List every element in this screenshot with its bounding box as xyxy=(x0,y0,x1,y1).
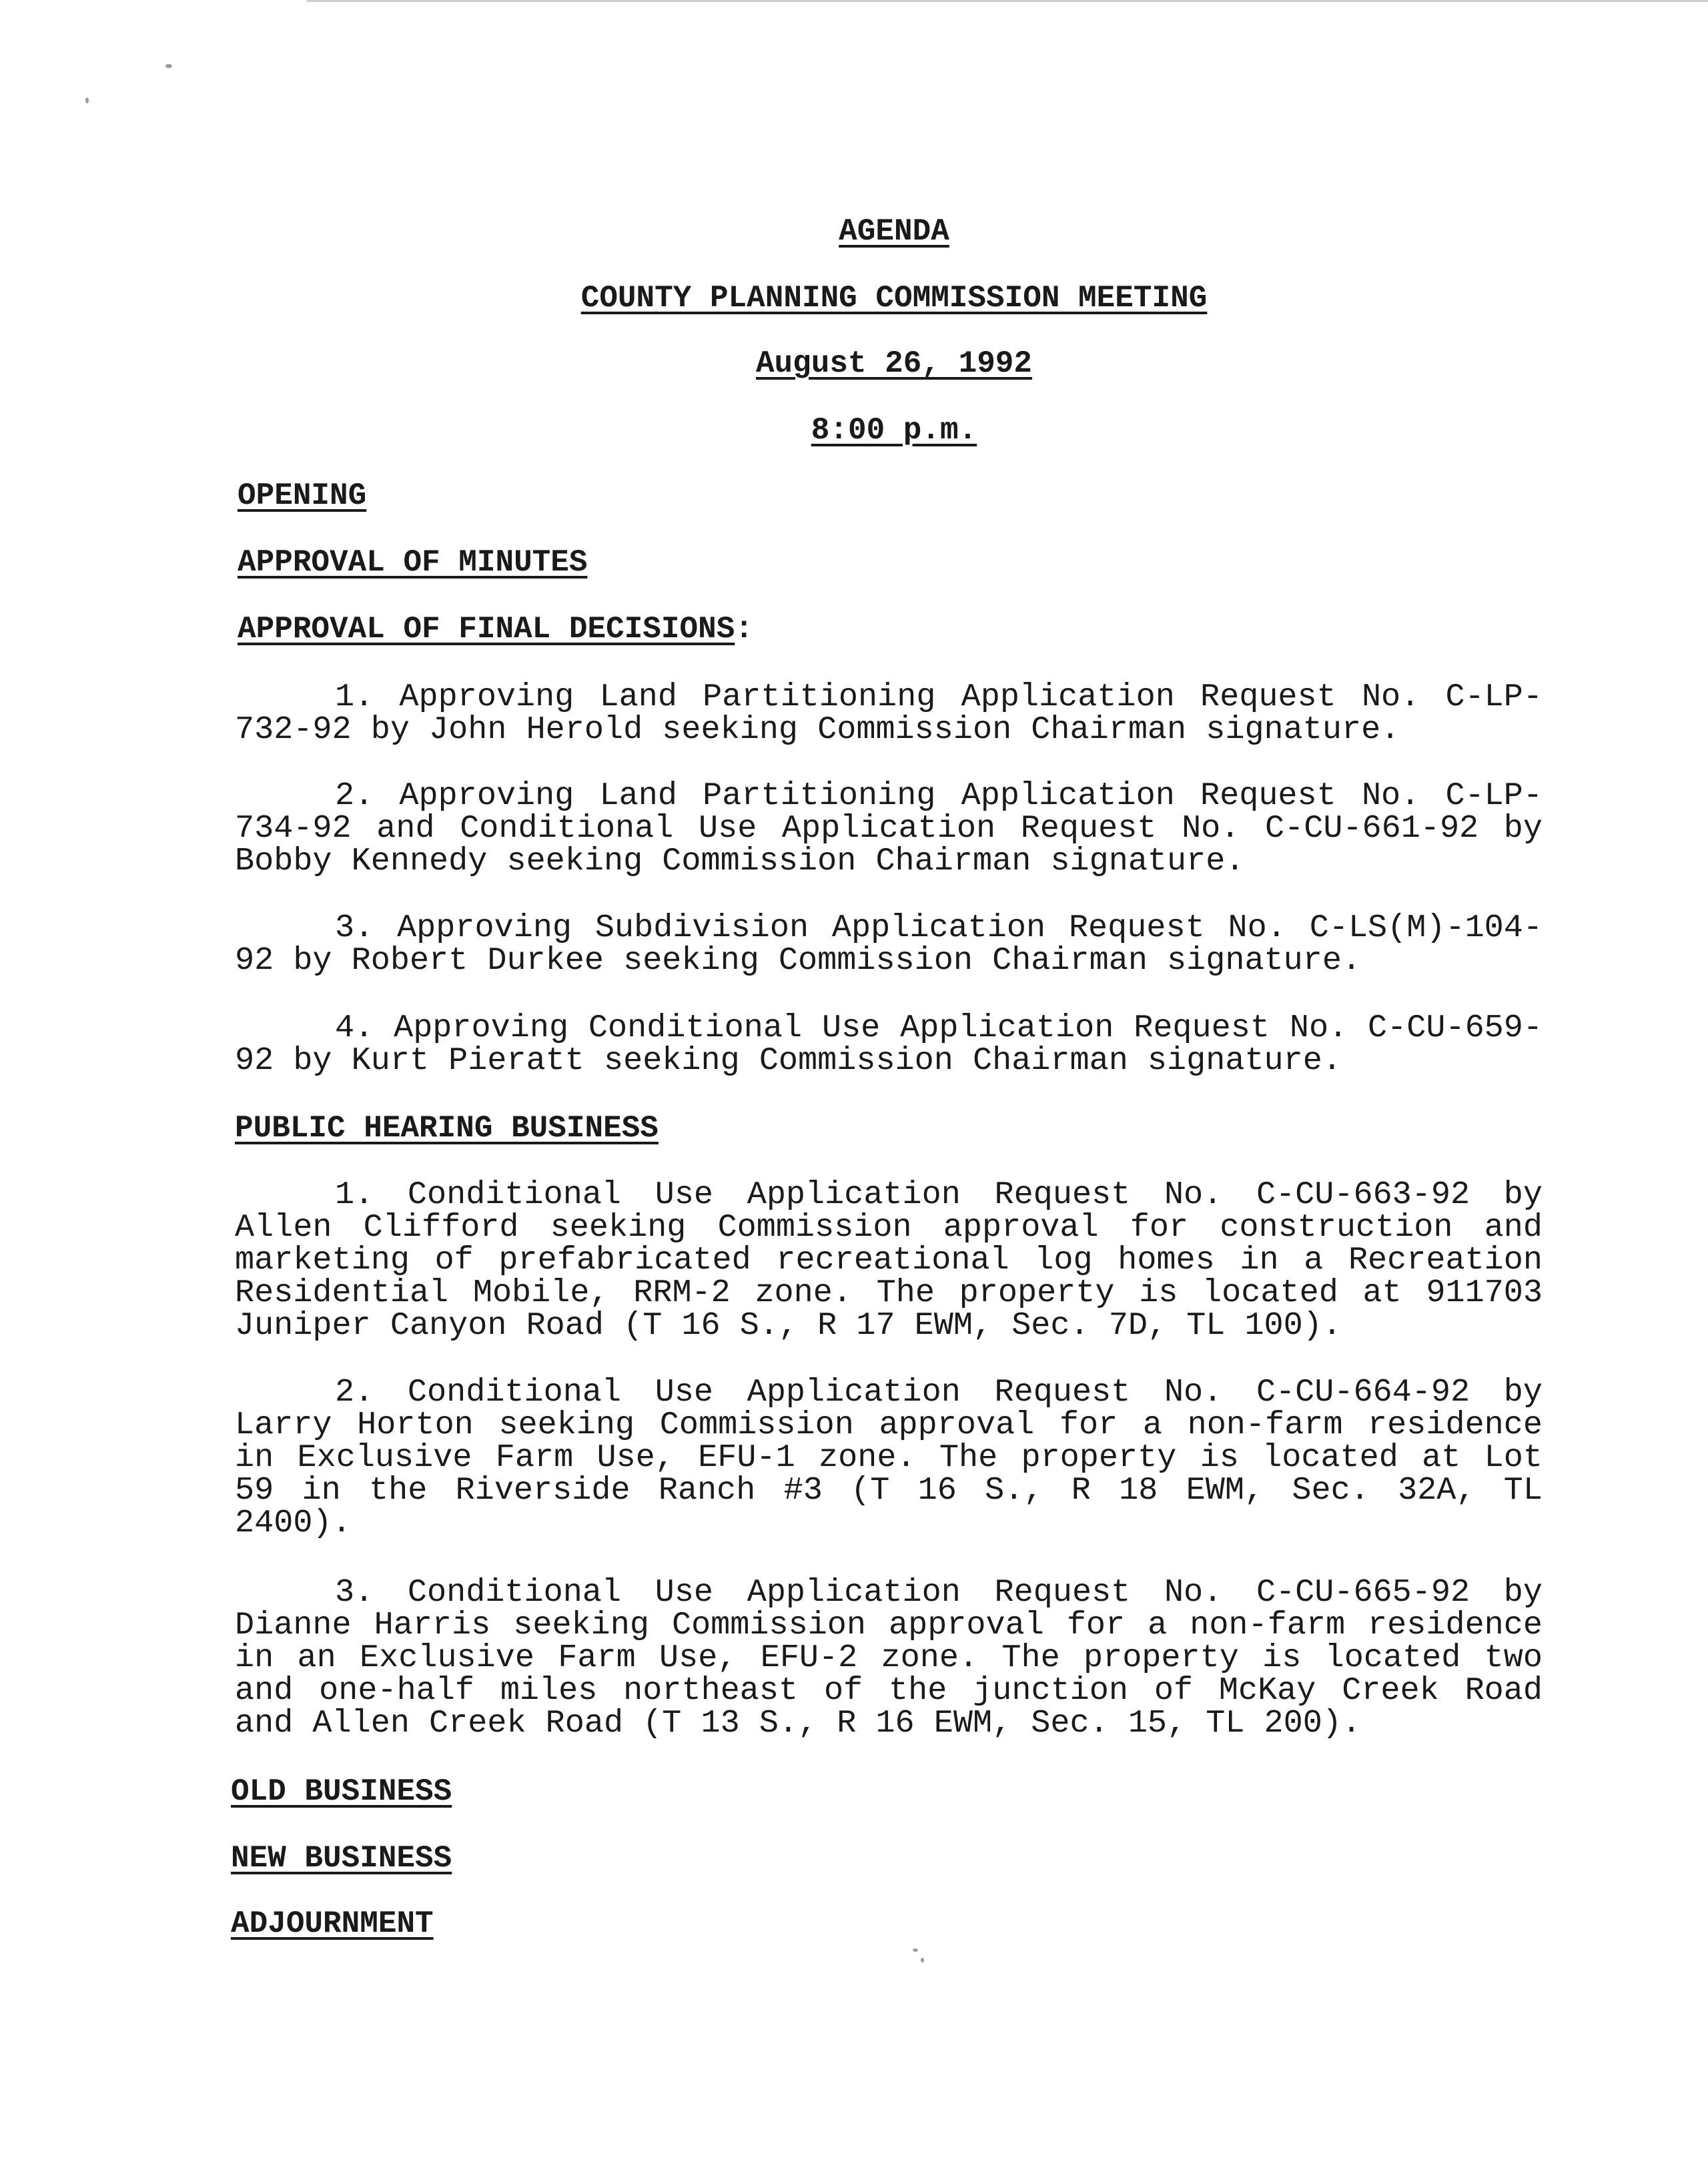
section-approval-final xyxy=(238,613,753,646)
section-opening xyxy=(238,479,366,512)
public-hearing-item: 3. Conditional Use Application Request No. C-CU-665-92 by Dianne Harris seeking Commission approval for a non-farm residence in an Exclusive Farm Use, EFU-2 zone. The property is located two and one-half miles northeast of the junction of McKay Creek Road and Allen Creek Road (T 13 S., R 16 EWM, Sec. 15, TL 200). xyxy=(235,1574,1543,1742)
public-hearing-item: 1. Conditional Use Application Request No. C-CU-663-92 by Allen Clifford seeking Commission approval for construction and marketing of prefabricated recreational log homes in a Recreation Residential Mobile, RRM-2 zone. The property is located at 911703 Juniper Canyon Road (T 16 S., R 17 EWM, Sec. 7D, TL 100). xyxy=(235,1176,1543,1344)
section-approval-final-colon: : xyxy=(735,612,753,647)
scan-speck xyxy=(165,64,172,68)
agenda-title: AGENDA xyxy=(839,214,949,249)
meeting-time: 8:00 p.m. xyxy=(811,413,977,448)
section-public-hearing xyxy=(235,1112,659,1145)
section-public-hearing-label: PUBLIC HEARING BUSINESS xyxy=(235,1111,659,1146)
section-old-business-label: OLD BUSINESS xyxy=(231,1774,452,1809)
section-approval-final-label: APPROVAL OF FINAL DECISIONS xyxy=(238,612,735,647)
section-new-business xyxy=(231,1842,452,1875)
section-adjournment xyxy=(231,1907,434,1940)
final-decision-item: 3. Approving Subdivision Application Request No. C-LS(M)-104-92 by Robert Durkee seeking Commission Chairman signature. xyxy=(235,910,1543,979)
meeting-date: August 26, 1992 xyxy=(755,346,1033,381)
meeting-title: COUNTY PLANNING COMMISSION MEETING xyxy=(580,281,1208,316)
section-adjournment-label: ADJOURNMENT xyxy=(231,1906,434,1941)
final-decision-item: 4. Approving Conditional Use Application Request No. C-CU-659-92 by Kurt Pieratt seeking Commission Chairman signature. xyxy=(235,1010,1543,1079)
final-decision-item: 2. Approving Land Partitioning Application Request No. C-LP-734-92 and Conditional Use Application Request No. C-CU-661-92 by Bobby Kennedy seeking Commission Chairman signature. xyxy=(235,777,1543,879)
section-old-business xyxy=(231,1775,452,1808)
public-hearing-item: 2. Conditional Use Application Request No. C-CU-664-92 by Larry Horton seeking Commission approval for a non-farm residence in Exclusive Farm Use, EFU-1 zone. The property is located at Lot 59 in the Riverside Ranch #3 (T 16 S., R 18 EWM, Sec. 32A, TL 2400). xyxy=(235,1374,1543,1541)
section-approval-minutes-label: APPROVAL OF MINUTES xyxy=(238,545,588,580)
section-new-business-label: NEW BUSINESS xyxy=(231,1841,452,1876)
scan-edge-line xyxy=(307,0,1708,2)
scan-speck xyxy=(913,1948,918,1952)
section-opening-label: OPENING xyxy=(238,478,367,513)
section-approval-minutes xyxy=(238,546,588,579)
scan-speck xyxy=(921,1958,924,1962)
scan-speck xyxy=(85,97,89,103)
final-decision-item: 1. Approving Land Partitioning Application Request No. C-LP-732-92 by John Herold seeking Commission Chairman signature. xyxy=(235,679,1543,748)
